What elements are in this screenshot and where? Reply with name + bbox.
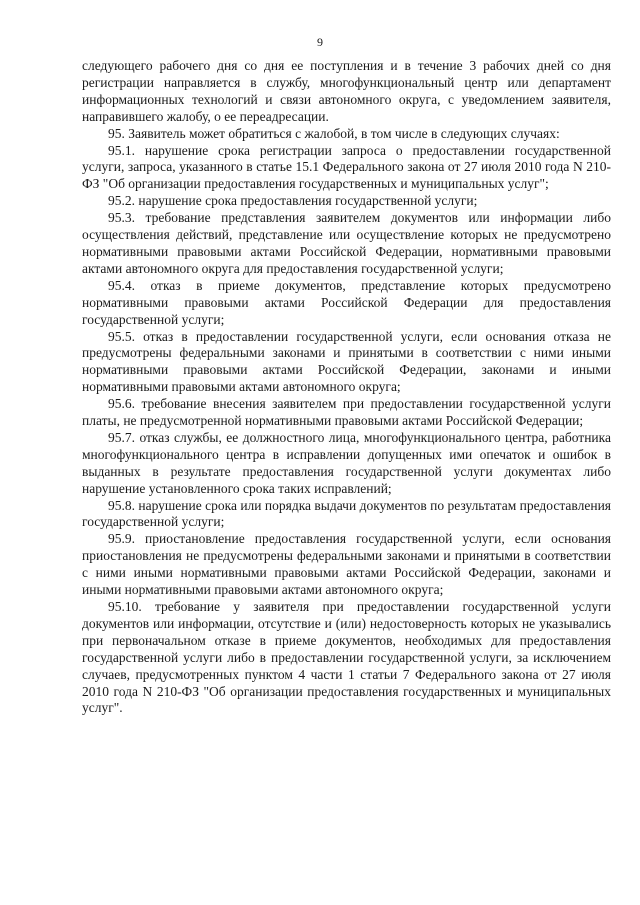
paragraph-95-6: 95.6. требование внесения заявителем при предоставлении государственной услуги платы, не предусмотренной нормативными правовыми актами Российской Федерации; [82, 396, 611, 429]
paragraph-95-10: 95.10. требование у заявителя при предоставлении государственной услуги документов или информации, отсутствие и (или) недостоверность которых не указывались при первоначальном отказе в приеме документов, необходимых для предоставления государственной услуги либо в предоставлении государственной услуги, за исключением случаев, предусмотренных пунктом 4 части 1 статьи 7 Федерального закона от 27 июля 2010 года N 210-ФЗ "Об организации предоставления государственных и муниципальных услуг". [82, 599, 611, 716]
paragraph-95-7: 95.7. отказ службы, ее должностного лица, многофункционального центра, работника многофункционального центра в исправлении допущенных ими опечаток и ошибок в выданных в результате предоставления государственной услуги документах либо нарушение установленного срока таких исправлений; [82, 429, 611, 496]
paragraph-95-1: 95.1. нарушение срока регистрации запроса о предоставлении государственной услуги, запроса, указанного в статье 15.1 Федерального закона от 27 июля 2010 года N 210-ФЗ "Об организации предоставления государственных и муниципальных услуг"; [82, 142, 611, 192]
paragraph-continuation: следующего рабочего дня со дня ее поступления и в течение 3 рабочих дней со дня регистрации направляется в службу, многофункциональный центр или департамент информационных технологий и связи автономного округа, с уведомлением заявителя, направившего жалобу, о ее переадресации. [82, 58, 611, 124]
paragraph-95-2: 95.2. нарушение срока предоставления государственной услуги; [108, 193, 478, 209]
document-body [82, 58, 611, 717]
paragraph-95-3: 95.3. требование представления заявителем документов или информации либо осуществления действий, представление или осуществление которых не предусмотрено нормативными правовыми актами Российской Федерации, нормативными правовыми актами автономного округа для предоставления государственной услуги; [82, 210, 611, 276]
paragraph-95-5: 95.5. отказ в предоставлении государственной услуги, если основания отказа не предусмотрены федеральными законами и принятыми в соответствии с ними иными нормативными правовыми актами Российской Федерации, законами и иными нормативными правовыми актами автономного округа; [82, 328, 611, 395]
paragraph-95-4: 95.4. отказ в приеме документов, представление которых предусмотрено нормативными правовыми актами Российской Федерации для предоставления государственной услуги; [82, 277, 611, 327]
paragraph-95-9: 95.9. приостановление предоставления государственной услуги, если основания приостановления не предусмотрены федеральными законами и принятыми в соответствии с ними иными нормативными правовыми актами Российской Федерации, законами и иными нормативными правовыми актами автономного округа; [82, 531, 611, 598]
paragraph-95: 95. Заявитель может обратиться с жалобой, в том числе в следующих случаях: [108, 125, 560, 141]
page-number: 9 [317, 35, 323, 49]
paragraph-95-8: 95.8. нарушение срока или порядка выдачи документов по результатам предоставления государственной услуги; [82, 497, 612, 530]
